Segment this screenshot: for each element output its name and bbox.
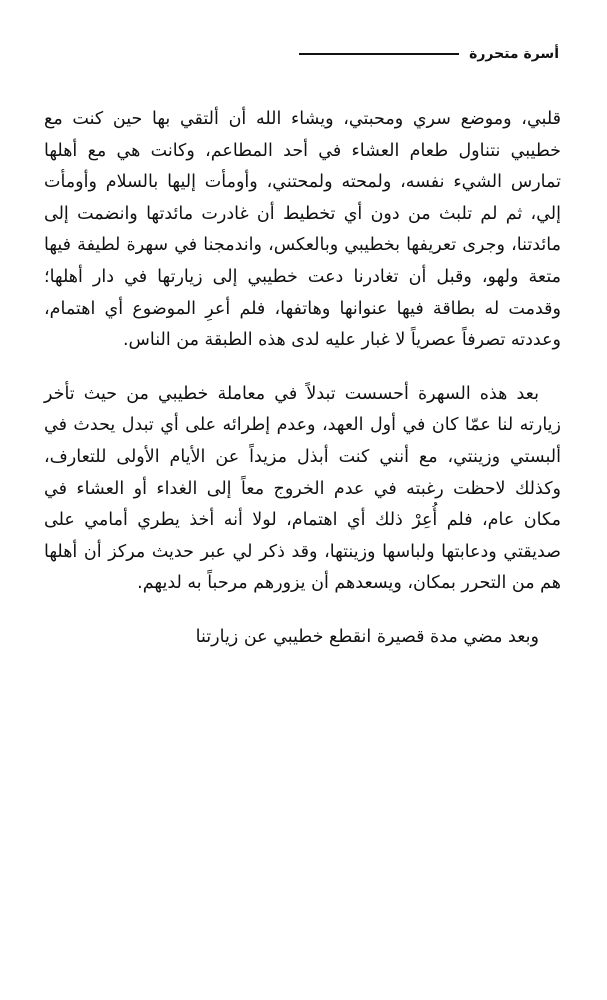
body-text xyxy=(44,104,561,654)
header-title: أسرة متحررة xyxy=(469,46,559,62)
paragraph-1: قلبي، وموضع سري ومحبتي، ويشاء الله أن ألتقي بها حين كنت مع خطيبي نتناول طعام العشاء في أحد المطاعم، وكانت هي مع أهلها تمارس الشيء نفسه، ولمحته ولمحتني، وأومأت إليها بالسلام وأومأت إلي، ثم لم تلبث من دون أي تخطيط أن غادرت مائدتها وانضمت إلى مائدتنا، وجرى تعريفها بخطيبي وبالعكس، واندمجنا في سهرة لطيفة فيها متعة ولهو، وقبل أن تغادرنا دعت خطيبي إلى زيارتها في دار أهلها؛ وقدمت له بطاقة فيها عنوانها وهاتفها، فلم أعرِ الموضوع أي اهتمام، وعددته تصرفاً عصرياً لا غبار عليه لدى هذه الطبقة من الناس. xyxy=(44,109,561,351)
header-rule xyxy=(299,53,459,55)
paragraph-2: بعد هذه السهرة أحسست تبدلاً في معاملة خطيبي من حيث تأخر زيارته لنا عمّا كان في أول العهد، وعدم إطرائه على أي تبدل يحدث في ألبستي وزينتي، مع أنني كنت أبذل مزيداً عن الأيام الأولى للتعارف، وكذلك لاحظت رغبته في عدم الخروج معاً إلى الغداء أو العشاء في مكان عام، فلم أُعِرْ ذلك أي اهتمام، لولا أنه أخذ يطري أمامي على صديقتي ودعابتها ولباسها وزينتها، وقد ذكر لي عبر حديث مركز أن أهلها هم من التحرر بمكان، ويسعدهم أن يزورهم مرحباً به لديهم. xyxy=(44,383,561,594)
running-header xyxy=(48,42,559,66)
paragraph-3: وبعد مضي مدة قصيرة انقطع خطيبي عن زيارتنا xyxy=(195,626,539,647)
